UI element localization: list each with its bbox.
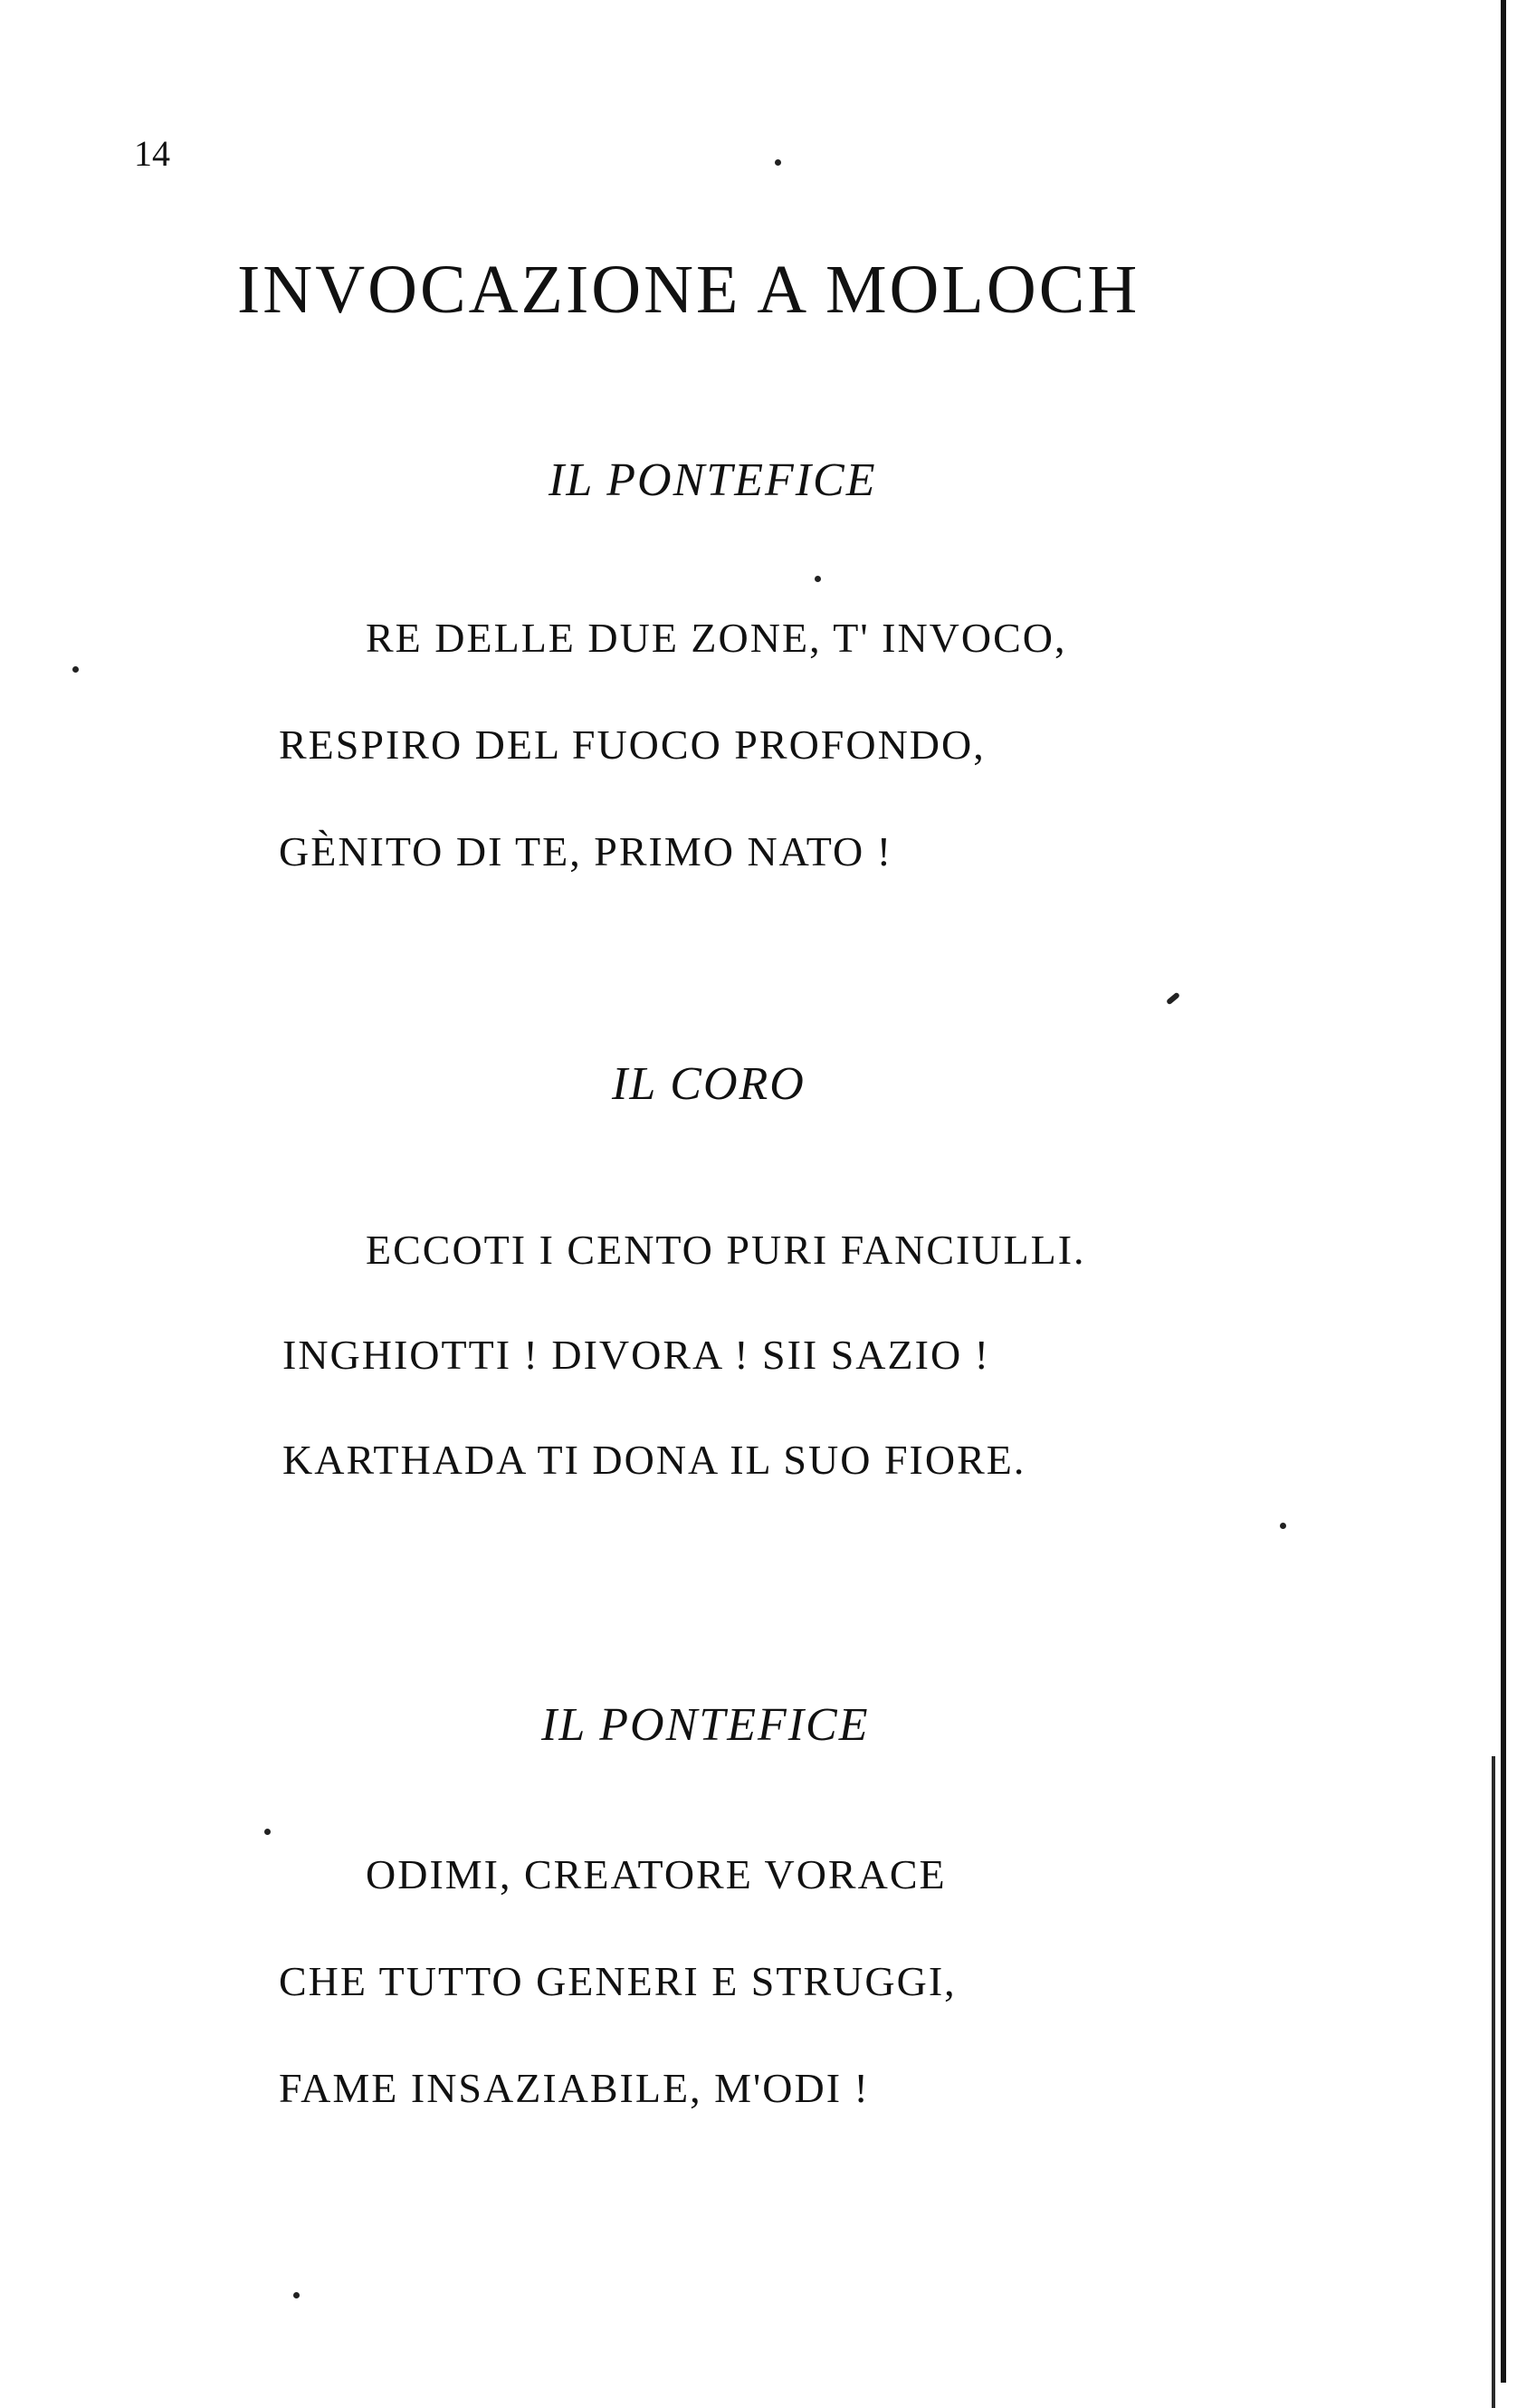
page-edge-inner [1492,1756,1495,2408]
scan-speck [775,159,781,166]
page-title: INVOCAZIONE A MOLOCH [237,252,1140,328]
verse-line: GÈNITO DI TE, PRIMO NATO ! [279,828,893,874]
verse-line: FAME INSAZIABILE, M'ODI ! [279,2065,870,2111]
page-number: 14 [134,133,170,174]
scan-mark [1166,992,1180,1006]
verse-line: ODIMI, CREATORE VORACE [366,1851,947,1897]
speaker-label: IL PONTEFICE [541,1699,870,1751]
scan-speck [815,576,821,582]
scan-speck [264,1829,271,1835]
scan-speck [72,666,79,673]
verse-line: RESPIRO DEL FUOCO PROFONDO, [279,721,986,768]
verse-line: ECCOTI I CENTO PURI FANCIULLI. [366,1227,1086,1273]
verse-line: RE DELLE DUE ZONE, T' INVOCO, [366,615,1067,661]
verse-line: CHE TUTTO GENERI E STRUGGI, [279,1958,957,2004]
speaker-label: IL CORO [612,1058,806,1110]
verse-line: INGHIOTTI ! DIVORA ! SII SAZIO ! [282,1332,990,1378]
speaker-label: IL PONTEFICE [549,454,877,506]
scan-speck [1280,1523,1286,1529]
scan-speck [293,2292,300,2298]
page-edge [1501,0,1506,2383]
verse-line: KARTHADA TI DONA IL SUO FIORE. [282,1437,1026,1483]
